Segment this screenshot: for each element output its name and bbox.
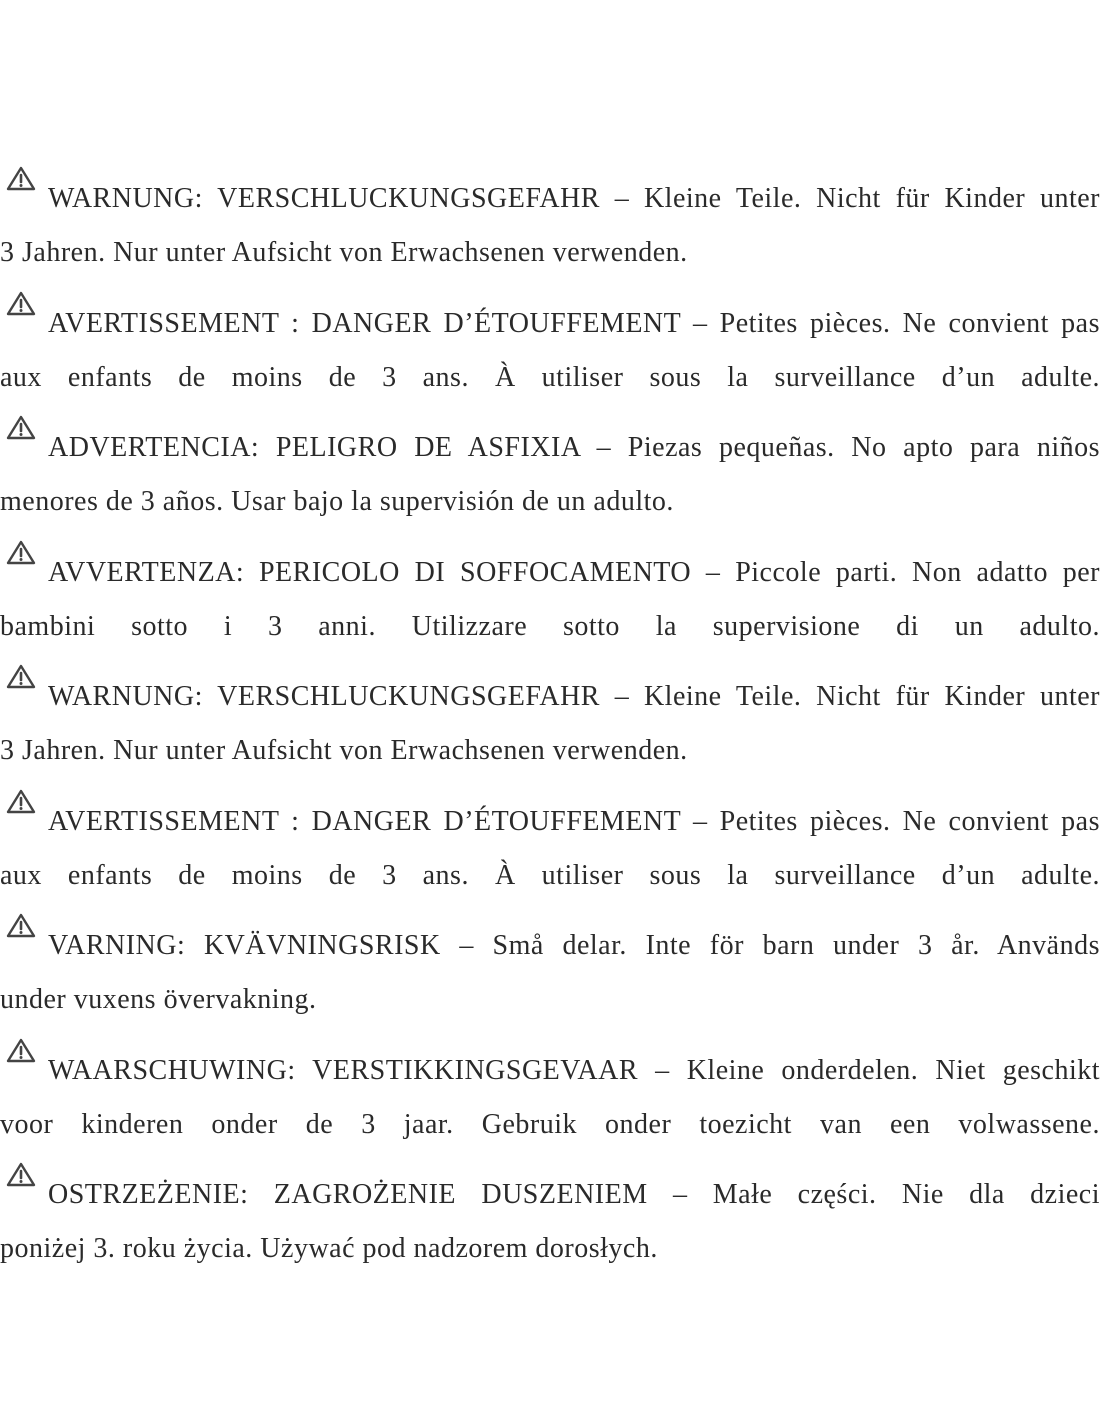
warning-triangle-icon (6, 789, 36, 815)
warning-block-es (0, 409, 1100, 533)
warning-block-sv (0, 907, 1100, 1031)
warning-triangle-icon (6, 540, 36, 566)
warning-triangle-icon (6, 166, 36, 192)
warning-text-line-1: AVVERTENZA: PERICOLO DI SOFFOCAMENTO – Piccole parti. Non adatto per (48, 556, 1100, 588)
warning-text-line-2: aux enfants de moins de 3 ans. À utiliser sous la surveillance d’un adulte. (0, 859, 1100, 891)
warning-block-it (0, 534, 1100, 658)
warning-triangle-icon (6, 291, 36, 317)
warning-text-line-1: WAARSCHUWING: VERSTIKKINGSGEVAAR – Kleine onderdelen. Niet geschikt (48, 1054, 1100, 1086)
warning-block-fr-2 (0, 783, 1100, 907)
warning-triangle-icon (6, 1162, 36, 1188)
warning-text-line-1: AVERTISSEMENT : DANGER D’ÉTOUFFEMENT – Petites pièces. Ne convient pas (48, 307, 1100, 339)
warning-text-line-1: OSTRZEŻENIE: ZAGROŻENIE DUSZENIEM – Małe części. Nie dla dzieci (48, 1179, 1100, 1210)
warning-triangle-icon (6, 664, 36, 690)
warning-triangle-icon (6, 913, 36, 939)
warning-triangle-icon (6, 415, 36, 441)
warning-label-list (0, 160, 1100, 1280)
warning-text-line-2: poniżej 3. roku życia. Używać pod nadzorem dorosłych. (0, 1233, 658, 1264)
warning-block-pl (0, 1156, 1100, 1280)
warning-text-line-1: VARNING: KVÄVNINGSRISK – Små delar. Inte för barn under 3 år. Används (48, 930, 1100, 961)
warning-block-fr (0, 285, 1100, 409)
warning-text-line-1: WARNUNG: VERSCHLUCKUNGSGEFAHR – Kleine Teile. Nicht für Kinder unter (48, 681, 1100, 712)
warning-text-line-2: bambini sotto i 3 anni. Utilizzare sotto la supervisione di un adulto. (0, 610, 1100, 642)
warning-text-line-2: 3 Jahren. Nur unter Aufsicht von Erwachsenen verwenden. (0, 735, 688, 766)
warning-text-line-2: menores de 3 años. Usar bajo la supervisión de un adulto. (0, 486, 674, 517)
warning-triangle-icon (6, 1038, 36, 1064)
warning-text-line-2: 3 Jahren. Nur unter Aufsicht von Erwachsenen verwenden. (0, 237, 688, 268)
warning-block-de (0, 160, 1100, 284)
warning-text-line-2: voor kinderen onder de 3 jaar. Gebruik onder toezicht van een volwassene. (0, 1108, 1100, 1140)
warning-text-line-2: under vuxens övervakning. (0, 984, 317, 1015)
warning-text-line-1: ADVERTENCIA: PELIGRO DE ASFIXIA – Piezas pequeñas. No apto para niños (48, 432, 1100, 463)
warning-block-nl (0, 1032, 1100, 1156)
warning-text-line-2: aux enfants de moins de 3 ans. À utiliser sous la surveillance d’un adulte. (0, 361, 1100, 393)
warning-block-de-2 (0, 658, 1100, 782)
warning-text-line-1: AVERTISSEMENT : DANGER D’ÉTOUFFEMENT – Petites pièces. Ne convient pas (48, 805, 1100, 837)
warning-text-line-1: WARNUNG: VERSCHLUCKUNGSGEFAHR – Kleine Teile. Nicht für Kinder unter (48, 183, 1100, 214)
